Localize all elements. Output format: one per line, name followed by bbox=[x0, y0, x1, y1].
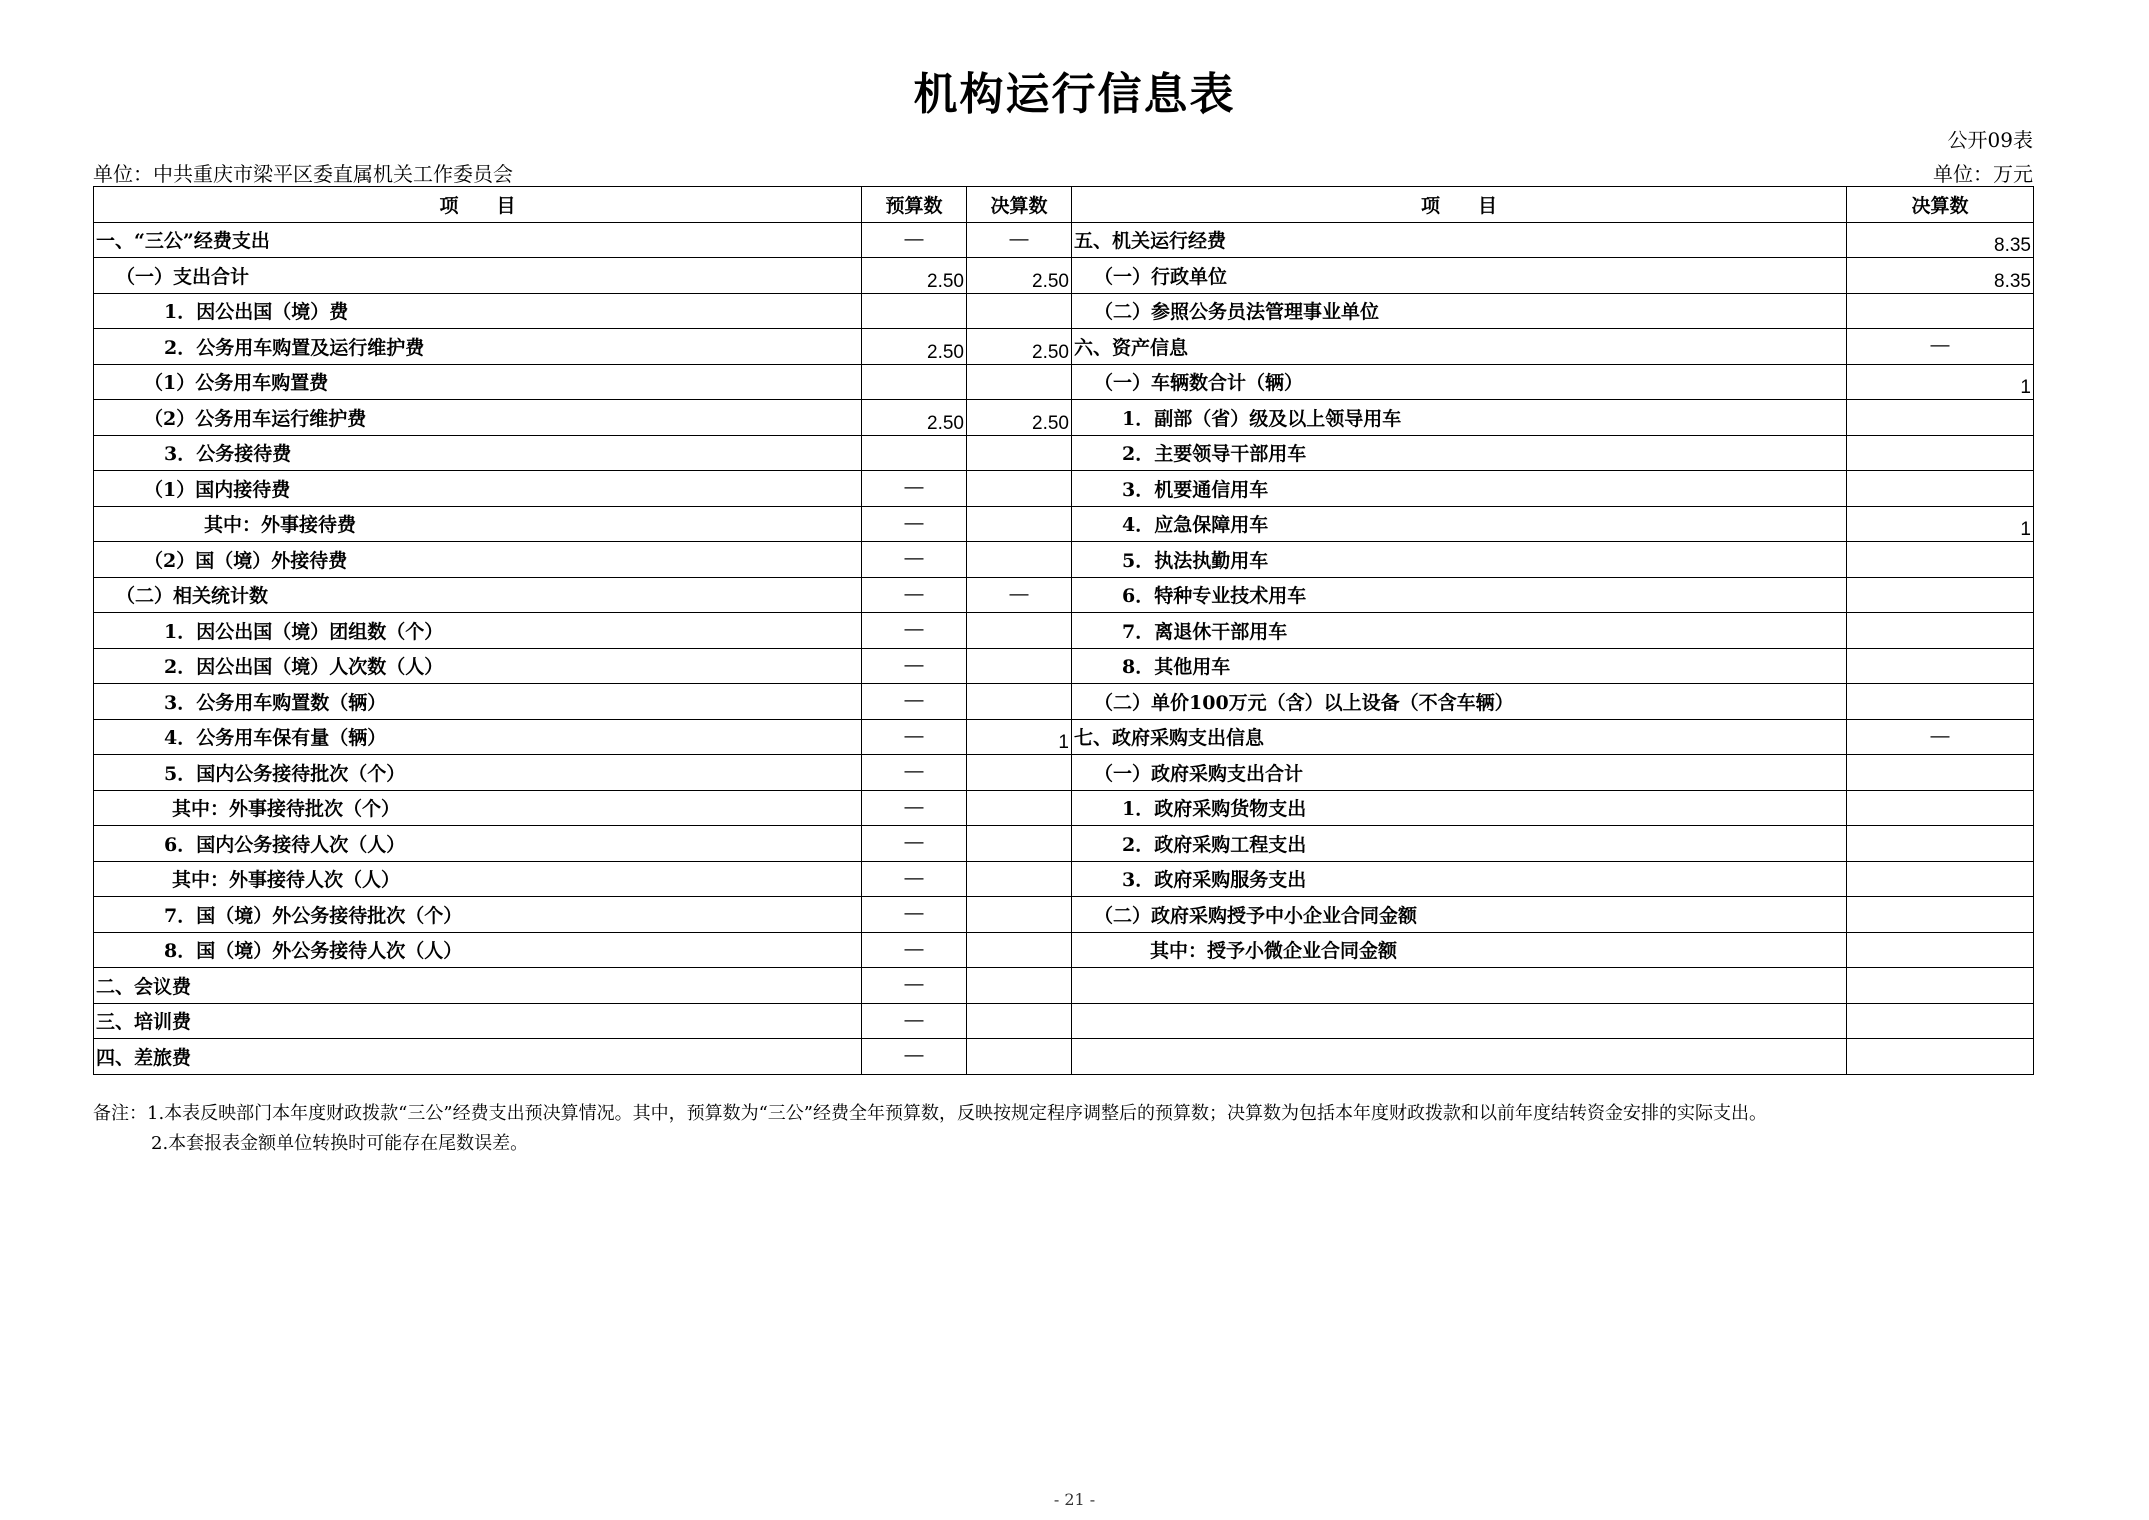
table-row bbox=[94, 400, 2034, 436]
left-item-label: （2）国（境）外接待费 bbox=[94, 542, 862, 578]
page-title: 机构运行信息表 bbox=[913, 69, 1236, 120]
table-row bbox=[94, 435, 2034, 471]
right-item-label: 4．应急保障用车 bbox=[1072, 506, 1847, 542]
left-item-label: 2．因公出国（境）人次数（人） bbox=[94, 648, 862, 684]
left-item-label: 三、培训费 bbox=[94, 1003, 862, 1039]
budget-value: — bbox=[862, 968, 967, 1004]
right-item-label bbox=[1072, 1003, 1847, 1039]
table-row bbox=[94, 258, 2034, 294]
left-item-label: （一）支出合计 bbox=[94, 258, 862, 294]
unit-organization: 单位：中共重庆市梁平区委直属机关工作委员会 bbox=[93, 162, 513, 186]
budget-value: — bbox=[862, 648, 967, 684]
left-item-label: （1）国内接待费 bbox=[94, 471, 862, 507]
left-item-label: （2）公务用车运行维护费 bbox=[94, 400, 862, 436]
right-final-value bbox=[1847, 1039, 2034, 1075]
left-item-label: 1．因公出国（境）费 bbox=[94, 293, 862, 329]
final-value bbox=[967, 897, 1072, 933]
left-item-label: 其中：外事接待人次（人） bbox=[94, 861, 862, 897]
table-row bbox=[94, 719, 2034, 755]
right-item-label: 3．政府采购服务支出 bbox=[1072, 861, 1847, 897]
final-value bbox=[967, 471, 1072, 507]
right-item-label: 6．特种专业技术用车 bbox=[1072, 577, 1847, 613]
left-item-label: 3．公务用车购置数（辆） bbox=[94, 684, 862, 720]
left-item-label: 1．因公出国（境）团组数（个） bbox=[94, 613, 862, 649]
budget-value: — bbox=[862, 826, 967, 862]
right-item-label: （二）政府采购授予中小企业合同金额 bbox=[1072, 897, 1847, 933]
right-final-value bbox=[1847, 613, 2034, 649]
final-value bbox=[967, 435, 1072, 471]
table-row bbox=[94, 755, 2034, 791]
table-row bbox=[94, 897, 2034, 933]
right-item-label: （二）参照公务员法管理事业单位 bbox=[1072, 293, 1847, 329]
final-value bbox=[967, 506, 1072, 542]
budget-value: — bbox=[862, 684, 967, 720]
budget-value: — bbox=[862, 506, 967, 542]
table-row bbox=[94, 1003, 2034, 1039]
final-value bbox=[967, 684, 1072, 720]
left-item-label: 一、“三公”经费支出 bbox=[94, 222, 862, 258]
notes bbox=[93, 1099, 1767, 1159]
right-final-value bbox=[1847, 755, 2034, 791]
final-value bbox=[967, 293, 1072, 329]
final-value: 2.50 bbox=[967, 258, 1072, 294]
left-item-label: 4．公务用车保有量（辆） bbox=[94, 719, 862, 755]
table-row bbox=[94, 1039, 2034, 1075]
right-item-label: 2．政府采购工程支出 bbox=[1072, 826, 1847, 862]
final-value bbox=[967, 364, 1072, 400]
header-right-final: 决算数 bbox=[1847, 187, 2034, 223]
table-row bbox=[94, 542, 2034, 578]
form-number: 公开09表 bbox=[1947, 128, 2033, 152]
table-row bbox=[94, 329, 2034, 365]
unit-currency: 单位：万元 bbox=[1933, 162, 2033, 186]
table-row bbox=[94, 790, 2034, 826]
right-final-value bbox=[1847, 897, 2034, 933]
final-value bbox=[967, 826, 1072, 862]
budget-value bbox=[862, 364, 967, 400]
right-item-label: 其中：授予小微企业合同金额 bbox=[1072, 932, 1847, 968]
table-row bbox=[94, 968, 2034, 1004]
table-row bbox=[94, 648, 2034, 684]
right-final-value bbox=[1847, 293, 2034, 329]
operations-info-table bbox=[93, 186, 2034, 1075]
final-value bbox=[967, 1039, 1072, 1075]
table-row bbox=[94, 293, 2034, 329]
budget-value: 2.50 bbox=[862, 329, 967, 365]
right-item-label: 3．机要通信用车 bbox=[1072, 471, 1847, 507]
table-header-row bbox=[94, 187, 2034, 223]
right-item-label bbox=[1072, 1039, 1847, 1075]
table-row bbox=[94, 222, 2034, 258]
budget-value bbox=[862, 435, 967, 471]
left-item-label: 6．国内公务接待人次（人） bbox=[94, 826, 862, 862]
right-item-label: 5．执法执勤用车 bbox=[1072, 542, 1847, 578]
right-final-value: — bbox=[1847, 329, 2034, 365]
right-final-value bbox=[1847, 435, 2034, 471]
left-item-label: （1）公务用车购置费 bbox=[94, 364, 862, 400]
final-value: 1 bbox=[967, 719, 1072, 755]
final-value: — bbox=[967, 577, 1072, 613]
final-value bbox=[967, 861, 1072, 897]
left-item-label: 其中：外事接待费 bbox=[94, 506, 862, 542]
right-final-value bbox=[1847, 968, 2034, 1004]
budget-value: — bbox=[862, 613, 967, 649]
table-row bbox=[94, 471, 2034, 507]
left-item-label: 2．公务用车购置及运行维护费 bbox=[94, 329, 862, 365]
left-item-label: 8．国（境）外公务接待人次（人） bbox=[94, 932, 862, 968]
header-right-item: 项 目 bbox=[1072, 187, 1847, 223]
final-value bbox=[967, 932, 1072, 968]
right-item-label: 7．离退休干部用车 bbox=[1072, 613, 1847, 649]
right-final-value bbox=[1847, 932, 2034, 968]
right-final-value: 8.35 bbox=[1847, 258, 2034, 294]
right-final-value: 1 bbox=[1847, 364, 2034, 400]
right-item-label bbox=[1072, 968, 1847, 1004]
right-item-label: （一）政府采购支出合计 bbox=[1072, 755, 1847, 791]
final-value bbox=[967, 648, 1072, 684]
note-1: 备注：1.本表反映部门本年度财政拨款“三公”经费支出预决算情况。其中，预算数为“三公”经费全年预算数，反映按规定程序调整后的预算数；决算数为包括本年度财政拨款和以前年度结转资金安排的实际支出。 bbox=[93, 1103, 1767, 1124]
final-value bbox=[967, 613, 1072, 649]
budget-value: — bbox=[862, 577, 967, 613]
table-row bbox=[94, 684, 2034, 720]
right-item-label: 七、政府采购支出信息 bbox=[1072, 719, 1847, 755]
left-item-label: （二）相关统计数 bbox=[94, 577, 862, 613]
final-value: 2.50 bbox=[967, 329, 1072, 365]
budget-value: — bbox=[862, 1003, 967, 1039]
budget-value: — bbox=[862, 542, 967, 578]
right-item-label: （一）车辆数合计（辆） bbox=[1072, 364, 1847, 400]
final-value bbox=[967, 790, 1072, 826]
final-value bbox=[967, 542, 1072, 578]
budget-value: — bbox=[862, 1039, 967, 1075]
final-value bbox=[967, 968, 1072, 1004]
table-row bbox=[94, 932, 2034, 968]
right-item-label: 2．主要领导干部用车 bbox=[1072, 435, 1847, 471]
final-value bbox=[967, 1003, 1072, 1039]
left-item-label: 四、差旅费 bbox=[94, 1039, 862, 1075]
right-final-value bbox=[1847, 542, 2034, 578]
left-item-label: 3．公务接待费 bbox=[94, 435, 862, 471]
right-item-label: （一）行政单位 bbox=[1072, 258, 1847, 294]
right-final-value bbox=[1847, 826, 2034, 862]
final-value: — bbox=[967, 222, 1072, 258]
left-item-label: 5．国内公务接待批次（个） bbox=[94, 755, 862, 791]
note-2: 2.本套报表金额单位转换时可能存在尾数误差。 bbox=[151, 1133, 529, 1154]
right-item-label: 1．副部（省）级及以上领导用车 bbox=[1072, 400, 1847, 436]
table-row bbox=[94, 613, 2034, 649]
right-final-value bbox=[1847, 577, 2034, 613]
right-item-label: 五、机关运行经费 bbox=[1072, 222, 1847, 258]
budget-value: — bbox=[862, 471, 967, 507]
table-row bbox=[94, 861, 2034, 897]
table-row bbox=[94, 826, 2034, 862]
right-final-value bbox=[1847, 861, 2034, 897]
right-item-label: 8．其他用车 bbox=[1072, 648, 1847, 684]
budget-value: — bbox=[862, 222, 967, 258]
page-number: - 21 - bbox=[1053, 1490, 1096, 1509]
final-value: 2.50 bbox=[967, 400, 1072, 436]
budget-value: — bbox=[862, 932, 967, 968]
right-final-value bbox=[1847, 684, 2034, 720]
table-row bbox=[94, 506, 2034, 542]
header-budget: 预算数 bbox=[862, 187, 967, 223]
header-left-item: 项 目 bbox=[94, 187, 862, 223]
budget-value: — bbox=[862, 897, 967, 933]
header-final: 决算数 bbox=[967, 187, 1072, 223]
left-item-label: 其中：外事接待批次（个） bbox=[94, 790, 862, 826]
right-final-value bbox=[1847, 790, 2034, 826]
right-final-value bbox=[1847, 1003, 2034, 1039]
budget-value: 2.50 bbox=[862, 400, 967, 436]
budget-value: — bbox=[862, 790, 967, 826]
budget-value: — bbox=[862, 719, 967, 755]
final-value bbox=[967, 755, 1072, 791]
budget-value: 2.50 bbox=[862, 258, 967, 294]
right-final-value bbox=[1847, 471, 2034, 507]
budget-value: — bbox=[862, 861, 967, 897]
left-item-label: 7．国（境）外公务接待批次（个） bbox=[94, 897, 862, 933]
right-item-label: （二）单价100万元（含）以上设备（不含车辆） bbox=[1072, 684, 1847, 720]
right-final-value: 1 bbox=[1847, 506, 2034, 542]
right-item-label: 六、资产信息 bbox=[1072, 329, 1847, 365]
right-final-value bbox=[1847, 400, 2034, 436]
right-final-value: 8.35 bbox=[1847, 222, 2034, 258]
table-row bbox=[94, 577, 2034, 613]
right-final-value: — bbox=[1847, 719, 2034, 755]
budget-value bbox=[862, 293, 967, 329]
table-row bbox=[94, 364, 2034, 400]
left-item-label: 二、会议费 bbox=[94, 968, 862, 1004]
budget-value: — bbox=[862, 755, 967, 791]
right-item-label: 1．政府采购货物支出 bbox=[1072, 790, 1847, 826]
right-final-value bbox=[1847, 648, 2034, 684]
